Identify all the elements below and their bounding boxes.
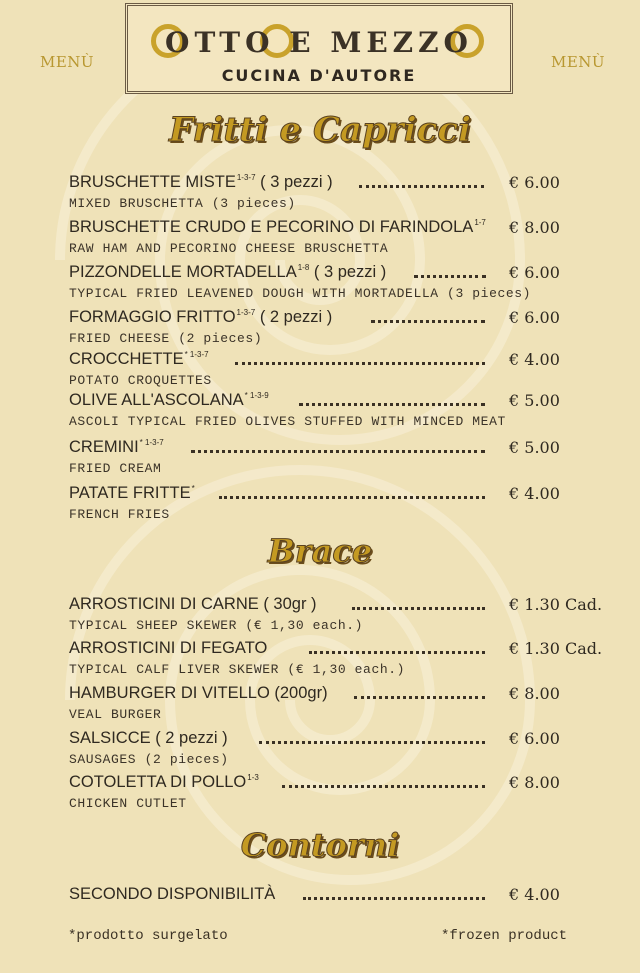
dotted-leader bbox=[359, 185, 484, 188]
item-name: COTOLETTA DI POLLO$^{1-3}$ bbox=[69, 773, 259, 791]
dotted-leader bbox=[352, 607, 485, 610]
dotted-leader bbox=[191, 450, 485, 453]
logo-subtitle: CUCINA D'AUTORE bbox=[221, 66, 417, 85]
dotted-leader bbox=[259, 741, 485, 744]
item-description: ASCOLI TYPICAL FRIED OLIVES STUFFED WITH MINCED MEAT bbox=[69, 414, 506, 429]
menu-item bbox=[69, 173, 604, 211]
item-name: ARROSTICINI DI FEGATO bbox=[69, 639, 268, 657]
menu-item bbox=[69, 595, 604, 633]
item-name: CREMINI$^{* 1-3-7}$ bbox=[69, 438, 164, 456]
dotted-leader bbox=[219, 496, 485, 499]
item-name: HAMBURGER DI VITELLO (200gr) bbox=[69, 684, 328, 702]
item-price: € 6.00 bbox=[509, 263, 560, 282]
dotted-leader bbox=[309, 651, 485, 654]
menu-item bbox=[69, 263, 604, 301]
item-price: € 8.00 bbox=[509, 773, 560, 792]
item-name: OLIVE ALL'ASCOLANA$^{* 1-3-9}$ bbox=[69, 391, 269, 409]
item-description: VEAL BURGER bbox=[69, 707, 162, 722]
dotted-leader bbox=[354, 696, 485, 699]
item-price: € 4.00 bbox=[509, 350, 560, 369]
item-price: € 4.00 bbox=[509, 484, 560, 503]
item-price: € 6.00 bbox=[509, 308, 560, 327]
menu-item bbox=[69, 773, 604, 811]
item-price: € 8.00 bbox=[509, 684, 560, 703]
dotted-leader bbox=[299, 403, 485, 406]
menu-item bbox=[69, 218, 604, 256]
item-description: MIXED BRUSCHETTA (3 pieces) bbox=[69, 196, 296, 211]
menu-item bbox=[69, 391, 604, 429]
item-name: BRUSCHETTE MISTE$^{1-3-7}$ ( 3 pezzi ) bbox=[69, 173, 333, 191]
item-name: ARROSTICINI DI CARNE ( 30gr ) bbox=[69, 595, 317, 613]
menu-item bbox=[69, 438, 604, 476]
menu-item bbox=[69, 350, 604, 388]
item-price: € 6.00 bbox=[509, 729, 560, 748]
menu-item bbox=[69, 308, 604, 346]
item-description: TYPICAL FRIED LEAVENED DOUGH WITH MORTADELLA (3 pieces) bbox=[69, 286, 532, 301]
dotted-leader bbox=[235, 362, 485, 365]
item-price: € 4.00 bbox=[509, 885, 560, 904]
item-description: CHICKEN CUTLET bbox=[69, 796, 187, 811]
item-description: POTATO CROQUETTES bbox=[69, 373, 212, 388]
item-name: CROCCHETTE$^{* 1-3-7}$ bbox=[69, 350, 209, 368]
dotted-leader bbox=[282, 785, 485, 788]
item-price: € 8.00 bbox=[509, 218, 560, 237]
logo-title: OTTO E MEZZO bbox=[165, 26, 473, 59]
item-description: TYPICAL CALF LIVER SKEWER (€ 1,30 each.) bbox=[69, 662, 406, 677]
menu-link-left[interactable]: MENÙ bbox=[40, 53, 95, 71]
item-price: € 1.30 Cad. bbox=[509, 639, 603, 658]
item-price: € 1.30 Cad. bbox=[509, 595, 603, 614]
item-description: RAW HAM AND PECORINO CHEESE BRUSCHETTA bbox=[69, 241, 389, 256]
dotted-leader bbox=[303, 897, 485, 900]
footnote-frozen-it: *prodotto surgelato bbox=[68, 928, 228, 944]
menu-link-right[interactable]: MENÙ bbox=[551, 53, 606, 71]
section-title-brace: Brace bbox=[267, 532, 373, 570]
menu-item bbox=[69, 729, 604, 767]
item-description: FRIED CREAM bbox=[69, 461, 162, 476]
item-name: PIZZONDELLE MORTADELLA$^{1-8}$ ( 3 pezzi ) bbox=[69, 263, 387, 281]
menu-item bbox=[69, 885, 604, 907]
item-name: PATATE FRITTE* bbox=[69, 484, 195, 502]
item-description: TYPICAL SHEEP SKEWER (€ 1,30 each.) bbox=[69, 618, 364, 633]
menu-item bbox=[69, 484, 604, 522]
section-title-contorni: Contorni bbox=[240, 826, 400, 864]
item-price: € 6.00 bbox=[509, 173, 560, 192]
dotted-leader bbox=[371, 320, 485, 323]
item-name: SALSICCE ( 2 pezzi ) bbox=[69, 729, 228, 747]
item-description: FRIED CHEESE (2 pieces) bbox=[69, 331, 263, 346]
menu-item bbox=[69, 639, 604, 677]
dotted-leader bbox=[414, 275, 486, 278]
section-title-fritti: Fritti e Capricci bbox=[168, 110, 471, 150]
menu-item bbox=[69, 684, 604, 722]
item-name: BRUSCHETTE CRUDO E PECORINO DI FARINDOLA$^{1-7}$ bbox=[69, 218, 486, 236]
item-description: SAUSAGES (2 pieces) bbox=[69, 752, 229, 767]
footnote-frozen-en: *frozen product bbox=[441, 928, 568, 944]
item-description: FRENCH FRIES bbox=[69, 507, 170, 522]
item-name: SECONDO DISPONIBILITÀ bbox=[69, 885, 276, 903]
item-price: € 5.00 bbox=[509, 438, 560, 457]
restaurant-logo bbox=[125, 3, 513, 94]
item-price: € 5.00 bbox=[509, 391, 560, 410]
item-name: FORMAGGIO FRITTO$^{1-3-7}$ ( 2 pezzi ) bbox=[69, 308, 333, 326]
